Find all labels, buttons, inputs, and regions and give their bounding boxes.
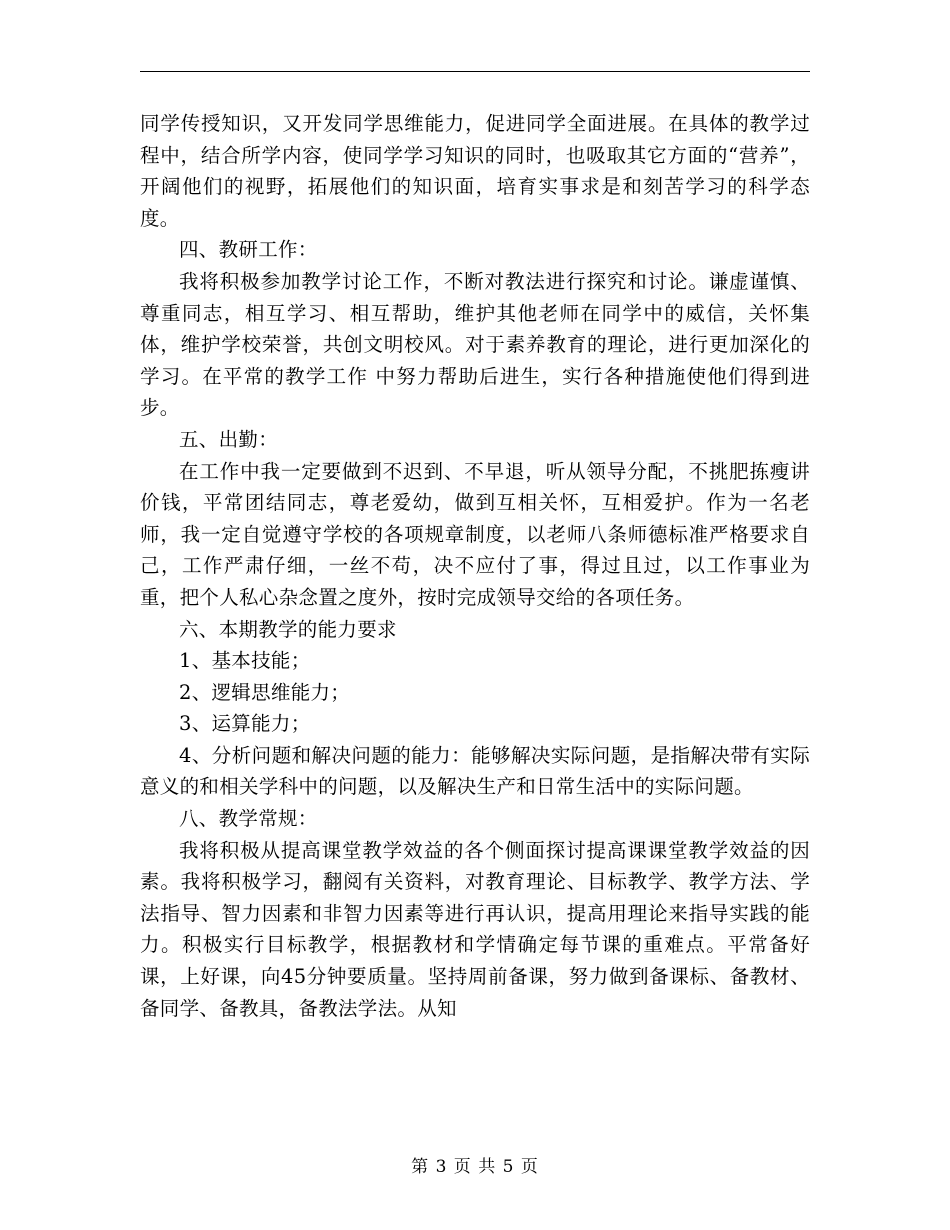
section-heading-research: 四、教研工作： bbox=[179, 238, 318, 262]
section-heading-ability: 六、本期教学的能力要求 bbox=[179, 617, 397, 641]
section-heading-routine: 八、教学常规： bbox=[179, 807, 318, 831]
list-item-basic-skills: 1、基本技能； bbox=[179, 649, 311, 673]
page-number-footer: 第 3 页 共 5 页 bbox=[411, 1157, 539, 1177]
list-item-problem-solving: 4、分析问题和解决问题的能力：能够解决实际问题，是指解决带有实际意义的和相关学科中的问题，以及解决生产和日常生活中的实际问题。 bbox=[140, 743, 810, 799]
paragraph-research: 我将积极参加教学讨论工作，不断对教法进行探究和讨论。谦虚谨慎、尊重同志，相互学习、相互帮助，维护其他老师在同学中的威信，关怀集体，维护学校荣誉，共创文明校风。对于素养教育的理论，进行更加深化的学习。在平常的教学工作 中努力帮助后进生，实行各种措施使他们得到进步。 bbox=[140, 269, 810, 420]
paragraph-continued-teaching: 同学传授知识，又开发同学思维能力，促进同学全面进展。在具体的教学过程中，结合所学内容，使同学学习知识的同时，也吸取其它方面的“营养”，开阔他们的视野，拓展他们的知识面，培育实事求是和刻苦学习的科学态度。 bbox=[140, 112, 810, 230]
paragraph-attendance: 在工作中我一定要做到不迟到、不早退，听从领导分配，不挑肥拣瘦讲价钱，平常团结同志，尊老爱幼，做到互相关怀，互相爱护。作为一名老师，我一定自觉遵守学校的各项规章制度，以老师八条师德标准严格要求自己，工作严肃仔细，一丝不苟，决不应付了事，得过且过，以工作事业为重，把个人私心杂念置之度外，按时完成领导交给的各项任务。 bbox=[140, 459, 810, 609]
list-item-logical-thinking: 2、逻辑思维能力； bbox=[179, 680, 351, 704]
section-heading-attendance: 五、出勤： bbox=[179, 427, 279, 451]
list-item-computation: 3、运算能力； bbox=[179, 712, 311, 736]
paragraph-routine: 我将积极从提高课堂教学效益的各个侧面探讨提高课课堂教学效益的因素。我将积极学习，翻阅有关资料，对教育理论、目标教学、教学方法、学法指导、智力因素和非智力因素等进行再认识，提高用理论来指导实践的能力。积极实行目标教学，根据教材和学情确定每节课的重难点。平常备好课，上好课，向45分钟要质量。坚持周前备课，努力做到备课标、备教材、备同学、备教具，备教法学法。从知 bbox=[140, 838, 810, 1020]
header-rule bbox=[140, 71, 810, 72]
document-body bbox=[140, 108, 810, 1024]
